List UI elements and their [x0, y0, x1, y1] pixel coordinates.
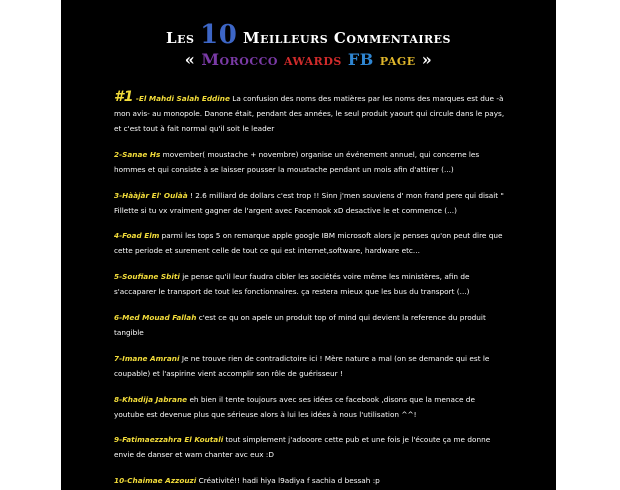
subtitle-word-fb: FB: [347, 50, 374, 69]
comment-text: La confusion des noms des matières par les noms des marques est due -à mon avis- au monopole. Danone était, pendant des années, le seul produit yaourt qui circule dans le pays, et c'est tout à fait normal qu'il soit le leader: [114, 94, 505, 133]
subtitle-open-quote: «: [184, 50, 196, 69]
comment-text: tout simplement j'adooore cette pub et une fois je l'écoute ça me donne envie de danser et wam chanter avc eux :D: [114, 435, 491, 460]
comment-author: 6-Med Mouad Fallah: [114, 312, 197, 322]
comment-text: je pense qu'il leur faudra cibler les sociétés voire même les ministères, afin de s'accaparer le transport de tout les fonctionnaires. ça restera mieux que les bus du transport (...): [114, 272, 470, 297]
title-suffix: Meilleurs Commentaires: [243, 29, 451, 47]
comment-item: [114, 188, 506, 218]
subtitle-word-awards: awards: [284, 50, 342, 69]
comment-item: [114, 269, 506, 299]
comment-author: -El Mahdi Salah Eddine: [135, 94, 230, 103]
comment-author: 9-Fatimaezzahra El Koutali: [114, 435, 224, 445]
comment-author: 8-Khadija Jabrane: [114, 394, 188, 404]
comment-item: [114, 351, 506, 381]
comment-text: c'est ce qu on apele un produit top of mind qui devient la reference du produit tangible: [114, 312, 486, 337]
subtitle-word-page: page: [379, 50, 416, 69]
comment-text: parmi les tops 5 on remarque apple google IBM microsoft alors je penses qu'on peut dire que cette periode et surement celle de tout ce qui est internet,software, hardware etc...: [114, 231, 503, 256]
comment-text: Je ne trouve rien de contradictoire ici ! Mère nature a mal (on se demande qui est le coupable) et l'aspirine vient accomplir son rôle de guérisseur !: [114, 353, 490, 378]
comment-item: [114, 392, 506, 422]
comments-panel: [61, 0, 556, 490]
comment-author: 4-Foad Elm: [114, 231, 160, 241]
comment-item: [114, 432, 506, 462]
subtitle-word-morocco: Morocco: [201, 50, 278, 69]
comment-author: 7-Imane Amrani: [114, 353, 180, 363]
comment-text: eh bien il tente toujours avec ses idées ce facebook ,disons que la menace de youtube est devenue plus que sérieuse alors à lui les idées à nous l'utilisation ^^!: [114, 394, 475, 419]
comment-author: 3-Hààjàr El' Oulàà: [114, 190, 188, 200]
comment-author: 10-Chaimae Azzouzi: [114, 476, 197, 486]
comment-author: 5-Soufiane Sbiti: [114, 272, 180, 282]
comment-item: [114, 147, 506, 177]
comment-item: [114, 90, 506, 136]
comment-author: 2-Sanae Hs: [114, 149, 161, 159]
comment-text: Créativité!! hadi hiya l9adiya f sachia d bessah :p: [198, 476, 380, 486]
title-prefix: Les: [166, 29, 195, 47]
page-subtitle: [61, 50, 556, 69]
comment-text: movember( moustache + novembre) organise un événement annuel, qui concerne les hommes et qui consiste à se laisser pousser la moustache pendant un mois afin d'attirer (...): [114, 149, 480, 174]
comment-rank: #1: [114, 89, 134, 105]
comment-item: [114, 310, 506, 340]
title-number: 10: [200, 20, 238, 50]
comments-list: [114, 90, 506, 490]
comment-text: ! 2.6 milliard de dollars c'est trop !! Sinn j'men souviens d' mon frand pere qui disait " Fillette si tu vx vraiment gagner de l'argent avec Facemook xD desactive le et commence (...): [114, 190, 504, 215]
comment-item: [114, 473, 506, 488]
subtitle-close-quote: »: [421, 50, 433, 69]
page-title: [61, 20, 556, 50]
comment-item: [114, 228, 506, 258]
